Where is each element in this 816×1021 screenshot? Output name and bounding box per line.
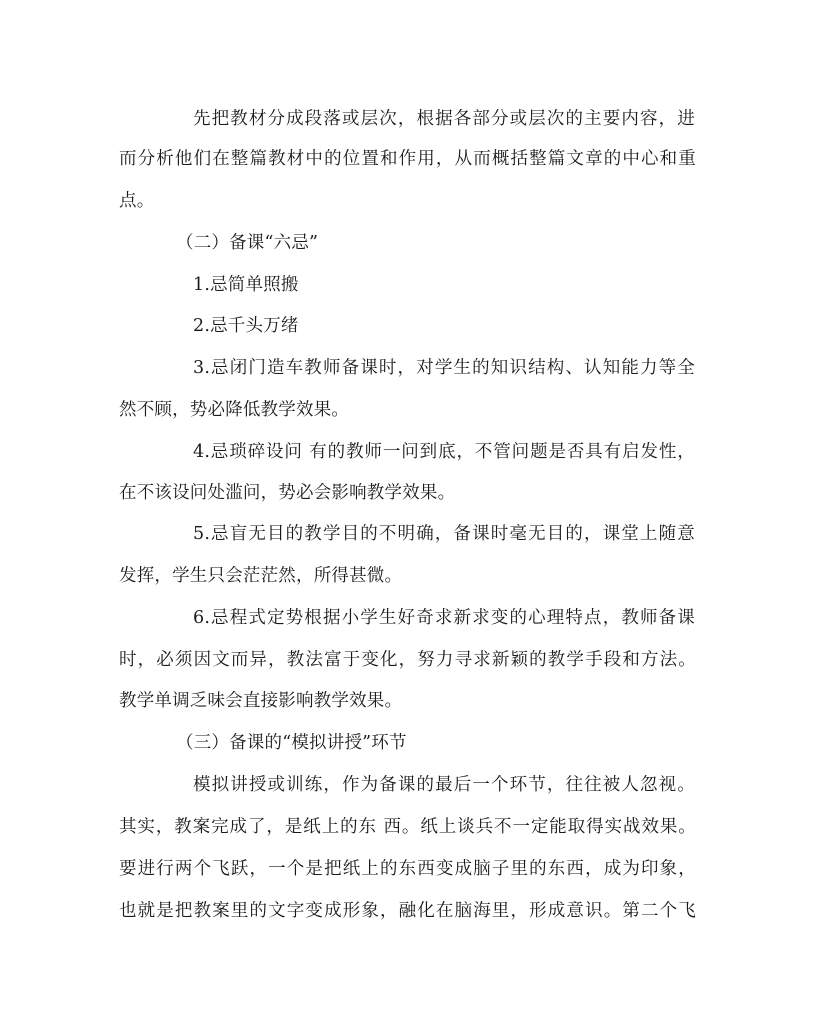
list-item: 3.忌闭门造车教师备课时，对学生的知识结构、认知能力等全 [193,358,695,378]
text-line: 发挥，学生只会茫茫然，所得甚微。 [119,566,403,586]
text-line: 而分析他们在整篇教材中的位置和作用，从而概括整篇文章的中心和重 [119,149,696,169]
text-line: 模拟讲授或训练，作为备课的最后一个环节，往往被人忽视。 [193,775,695,795]
section-heading: （二）备课“六忌” [176,233,319,253]
text-line: 在不该设问处滥问，势必会影响教学效果。 [119,483,456,503]
text-line: 先把教材分成段落或层次，根据各部分或层次的主要内容，进 [193,109,695,129]
text-line: 然不顾，势必降低教学效果。 [119,400,350,420]
text-line: 也就是把教案里的文字变成形象，融化在脑海里，形成意识。第二个飞 [119,901,696,921]
text-line: 其实，教案完成了，是纸上的东 西。纸上谈兵不一定能取得实战效果。 [119,817,696,837]
text-line: 教学单调乏味会直接影响教学效果。 [119,691,403,711]
text-line: 要进行两个飞跃，一个是把纸上的东西变成脑子里的东西，成为印象， [119,859,696,879]
text-line: 点。 [119,191,155,211]
list-item: 4.忌琐碎设问 有的教师一问到底，不管问题是否具有启发性， [193,442,695,462]
list-item: 1.忌简单照搬 [193,275,299,295]
list-item: 2.忌千头万绪 [193,316,299,336]
list-item: 5.忌盲无目的教学目的不明确，备课时毫无目的，课堂上随意 [193,524,695,544]
list-item: 6.忌程式定势根据小学生好奇求新求变的心理特点，教师备课 [193,608,695,628]
text-line: 时，必须因文而异，教法富于变化，努力寻求新颖的教学手段和方法。 [119,650,696,670]
section-heading: （三）备课的“模拟讲授”环节 [176,733,407,753]
